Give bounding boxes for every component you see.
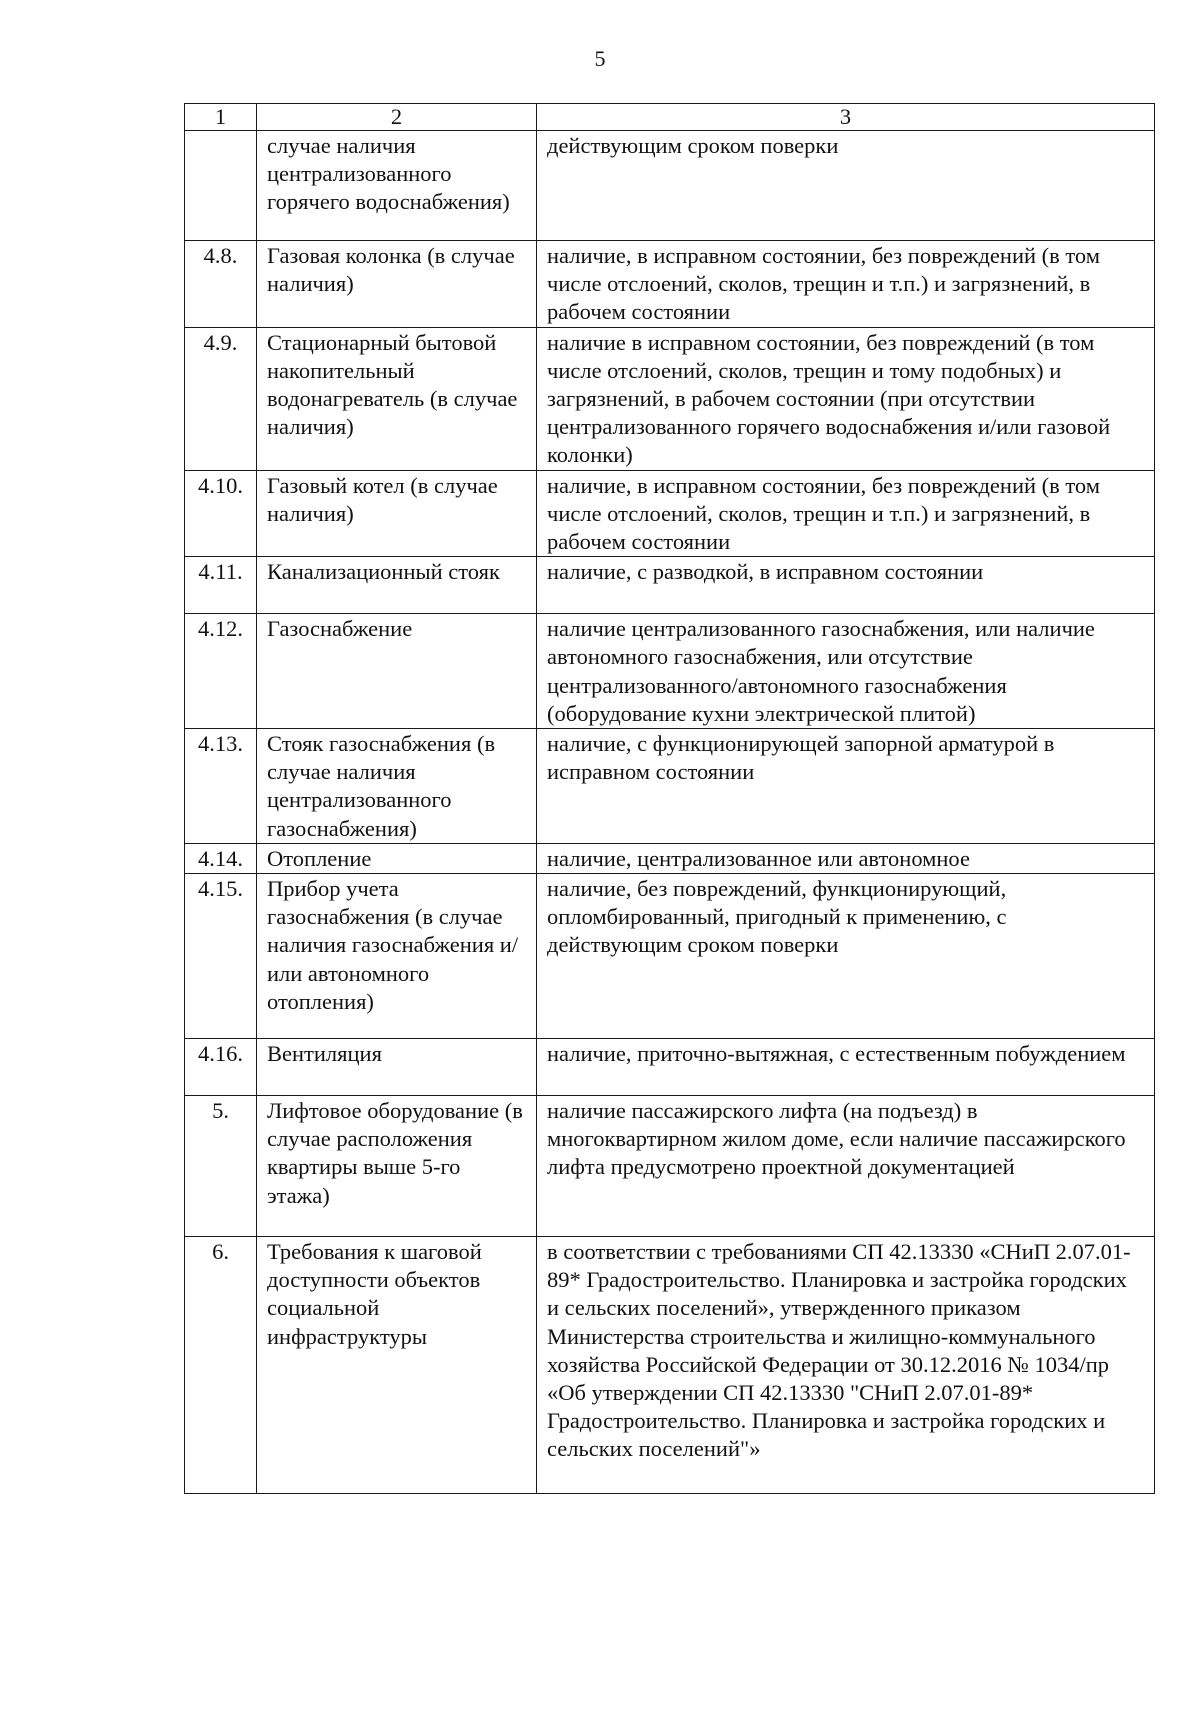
row-number: 6. [185, 1237, 257, 1494]
row-number: 4.14. [185, 843, 257, 873]
table-header-row [185, 104, 1155, 131]
row-number: 4.15. [185, 874, 257, 1039]
row-item-name: Прибор учета газоснабжения (в случае наличия газоснабжения и/или автономного отопления) [257, 874, 537, 1039]
row-number [185, 131, 257, 241]
row-number: 4.11. [185, 557, 257, 614]
table-row [185, 614, 1155, 729]
row-number: 4.16. [185, 1039, 257, 1096]
page-number: 5 [594, 46, 606, 71]
row-requirement: наличие, в исправном состоянии, без повреждений (в том числе отслоений, сколов, трещин и т.п.) и загрязнений, в рабочем состоянии [537, 470, 1155, 557]
row-requirement: наличие пассажирского лифта (на подъезд) в многоквартирном жилом доме, если наличие пассажирского лифта предусмотрено проектной документацией [537, 1096, 1155, 1237]
row-item-name: Стационарный бытовой накопительный водонагреватель (в случае наличия) [257, 327, 537, 470]
row-requirement: наличие, в исправном состоянии, без повреждений (в том числе отслоений, сколов, трещин и т.п.) и загрязнений, в рабочем состоянии [537, 241, 1155, 328]
row-item-name: Газоснабжение [257, 614, 537, 729]
row-requirement: наличие в исправном состоянии, без повреждений (в том числе отслоений, сколов, трещин и тому подобных) и загрязнений, в рабочем состоянии (при отсутствии централизованного горячего водоснабжения и/или газовой колонки) [537, 327, 1155, 470]
row-number: 4.10. [185, 470, 257, 557]
row-item-name: Газовый котел (в случае наличия) [257, 470, 537, 557]
row-number: 4.8. [185, 241, 257, 328]
table-row [185, 1039, 1155, 1096]
table-row [185, 241, 1155, 328]
row-number: 5. [185, 1096, 257, 1237]
row-requirement: наличие, приточно-вытяжная, с естественным побуждением [537, 1039, 1155, 1096]
row-requirement: в соответствии с требованиями СП 42.13330 «СНиП 2.07.01-89* Градостроительство. Планировка и застройка городских и сельских поселений», утвержденного приказом Министерства строительства и жилищно-коммунального хозяйства Российской Федерации от 30.12.2016 № 1034/пр «Об утверждении СП 42.13330 "СНиП 2.07.01-89* Градостроительство. Планировка и застройка городских и сельских поселений"» [537, 1237, 1155, 1494]
row-number: 4.13. [185, 729, 257, 844]
row-item-name: Отопление [257, 843, 537, 873]
row-requirement: наличие, централизованное или автономное [537, 843, 1155, 873]
row-item-name: Вентиляция [257, 1039, 537, 1096]
header-cell-3: 3 [537, 104, 1155, 131]
table-row [185, 327, 1155, 470]
table-row [185, 843, 1155, 873]
row-requirement: наличие, с функционирующей запорной арматурой в исправном состоянии [537, 729, 1155, 844]
table-row [185, 557, 1155, 614]
table-row [185, 729, 1155, 844]
row-item-name: случае наличия централизованного горячего водоснабжения) [257, 131, 537, 241]
row-item-name: Требования к шаговой доступности объектов социальной инфраструктуры [257, 1237, 537, 1494]
table-row [185, 874, 1155, 1039]
row-number: 4.9. [185, 327, 257, 470]
header-cell-1: 1 [185, 104, 257, 131]
table-row [185, 131, 1155, 241]
row-item-name: Канализационный стояк [257, 557, 537, 614]
row-requirement: наличие, без повреждений, функционирующий, опломбированный, пригодный к применению, с действующим сроком поверки [537, 874, 1155, 1039]
requirements-table [184, 103, 1155, 1494]
table-row [185, 1096, 1155, 1237]
row-requirement: действующим сроком поверки [537, 131, 1155, 241]
row-item-name: Газовая колонка (в случае наличия) [257, 241, 537, 328]
row-item-name: Лифтовое оборудование (в случае расположения квартиры выше 5-го этажа) [257, 1096, 537, 1237]
table-row [185, 470, 1155, 557]
row-item-name: Стояк газоснабжения (в случае наличия централизованного газоснабжения) [257, 729, 537, 844]
row-number: 4.12. [185, 614, 257, 729]
header-cell-2: 2 [257, 104, 537, 131]
table-row [185, 1237, 1155, 1494]
row-requirement: наличие, с разводкой, в исправном состоянии [537, 557, 1155, 614]
row-requirement: наличие централизованного газоснабжения, или наличие автономного газоснабжения, или отсутствие централизованного/автономного газоснабжения (оборудование кухни электрической плитой) [537, 614, 1155, 729]
